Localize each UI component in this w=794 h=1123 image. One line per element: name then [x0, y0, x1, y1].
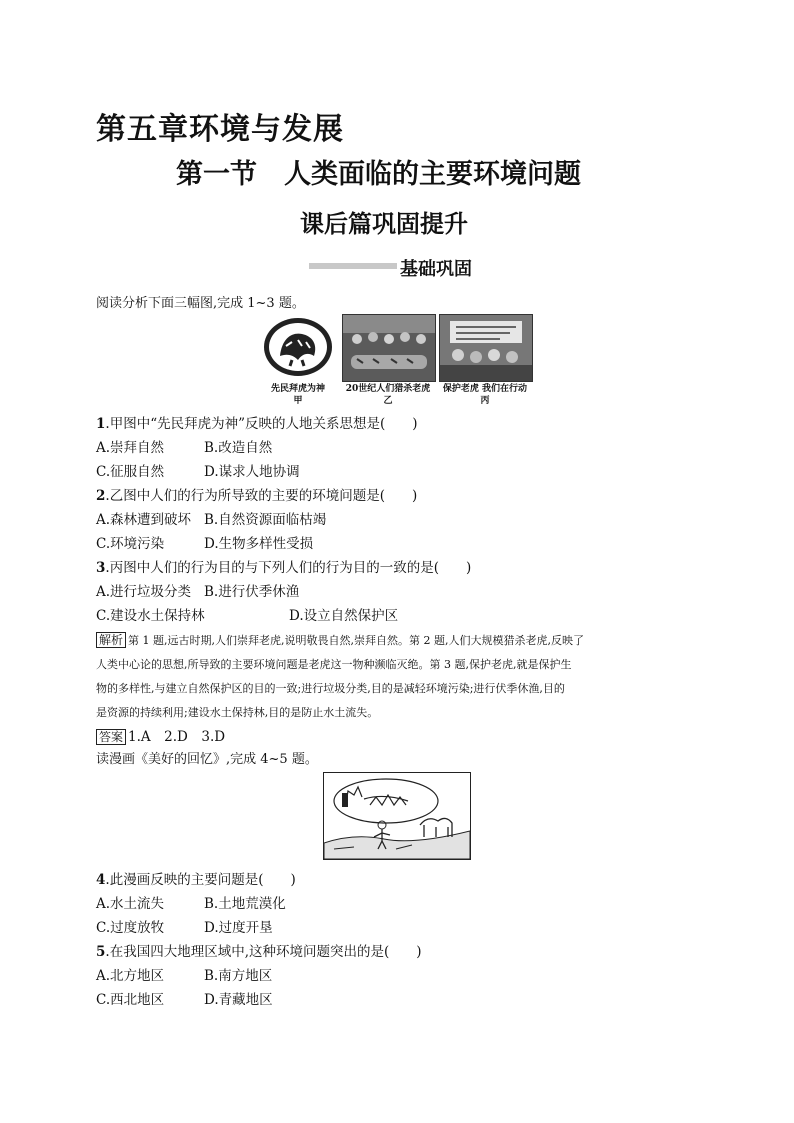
explanation-line-1: 解析 第 1 题,远古时期,人们崇拜老虎,说明敬畏自然,崇拜自然。第 2 题,人们大规模猎杀老虎,反映了 — [96, 628, 696, 653]
section-title: 第一节 人类面临的主要环境问题 — [176, 159, 581, 190]
q3-option-a[interactable]: A.进行垃圾分类 — [96, 584, 192, 600]
q2-option-a[interactable]: A.森林遭到破坏 — [96, 512, 192, 528]
q2-option-c[interactable]: C.环境污染 — [96, 536, 165, 552]
image-yi — [342, 314, 436, 382]
intro-text-1: 阅读分析下面三幅图,完成 1~3 题。 — [96, 296, 305, 311]
caption-yi-letter: 乙 — [383, 396, 393, 406]
image-bing — [439, 314, 533, 382]
caption-bing: 保护老虎 我们在行动 — [442, 384, 528, 394]
caption-bing-letter: 丙 — [480, 396, 490, 406]
caption-yi: 20世纪人们猎杀老虎 — [345, 384, 431, 394]
intro-text-2: 读漫画《美好的回忆》,完成 4~5 题。 — [96, 752, 318, 767]
q5-option-a[interactable]: A.北方地区 — [96, 968, 165, 984]
question-2: 2.乙图中人们的行为所导致的主要的环境问题是( ) — [96, 488, 418, 504]
cartoon-memories-icon — [324, 773, 470, 859]
q1-option-d[interactable]: D.谋求人地协调 — [204, 464, 300, 480]
question-4: 4.此漫画反映的主要问题是( ) — [96, 872, 296, 888]
answer-line: 答案 1.A 2.D 3.D — [96, 725, 225, 745]
question-3: 3.丙图中人们的行为目的与下列人们的行为目的一致的是( ) — [96, 560, 472, 576]
caption-jia-letter: 甲 — [293, 396, 303, 406]
cartoon-image — [323, 772, 471, 860]
tiger-protection-event-icon — [440, 315, 532, 381]
q1-option-b[interactable]: B.改造自然 — [204, 440, 273, 456]
subtitle: 课后篇巩固提升 — [300, 209, 468, 238]
q3-option-c[interactable]: C.建设水土保持林 — [96, 608, 205, 624]
q4-option-b[interactable]: B.土地荒漠化 — [204, 896, 286, 912]
q2-option-d[interactable]: D.生物多样性受损 — [204, 536, 314, 552]
q5-option-b[interactable]: B.南方地区 — [204, 968, 273, 984]
q5-option-c[interactable]: C.西北地区 — [96, 992, 165, 1008]
explanation-tag: 解析 — [96, 632, 126, 648]
question-5: 5.在我国四大地理区域中,这种环境问题突出的是( ) — [96, 944, 422, 960]
q3-option-d[interactable]: D.设立自然保护区 — [289, 608, 399, 624]
explanation-line-2: 人类中心论的思想,所导致的主要环境问题是老虎这一物种濒临灭绝。第 3 题,保护老虎,就是保护生 — [96, 658, 572, 671]
caption-jia: 先民拜虎为神 — [270, 384, 325, 394]
tiger-totem-icon — [262, 316, 334, 378]
q4-option-a[interactable]: A.水土流失 — [96, 896, 165, 912]
explanation-line-4: 是资源的持续利用;建设水土保持林,目的是防止水土流失。 — [96, 706, 379, 719]
q4-option-d[interactable]: D.过度开垦 — [204, 920, 273, 936]
section-band-bar — [309, 263, 397, 269]
answer-tag: 答案 — [96, 729, 126, 745]
q4-option-c[interactable]: C.过度放牧 — [96, 920, 165, 936]
question-1: 1.甲图中“先民拜虎为神”反映的人地关系思想是( ) — [96, 416, 418, 432]
section-band-label: 基础巩固 — [400, 259, 472, 280]
q1-option-c[interactable]: C.征服自然 — [96, 464, 165, 480]
q2-option-b[interactable]: B.自然资源面临枯竭 — [204, 512, 327, 528]
explanation-block — [96, 628, 696, 725]
q5-option-d[interactable]: D.青藏地区 — [204, 992, 273, 1008]
chapter-title: 第五章环境与发展 — [96, 112, 344, 147]
image-jia — [262, 316, 334, 378]
q3-option-b[interactable]: B.进行伏季休渔 — [204, 584, 300, 600]
explanation-line-3: 物的多样性,与建立自然保护区的目的一致;进行垃圾分类,目的是减轻环境污染;进行伏季休渔,目的 — [96, 682, 565, 695]
hunters-photo-icon — [343, 315, 435, 381]
q1-option-a[interactable]: A.崇拜自然 — [96, 440, 165, 456]
